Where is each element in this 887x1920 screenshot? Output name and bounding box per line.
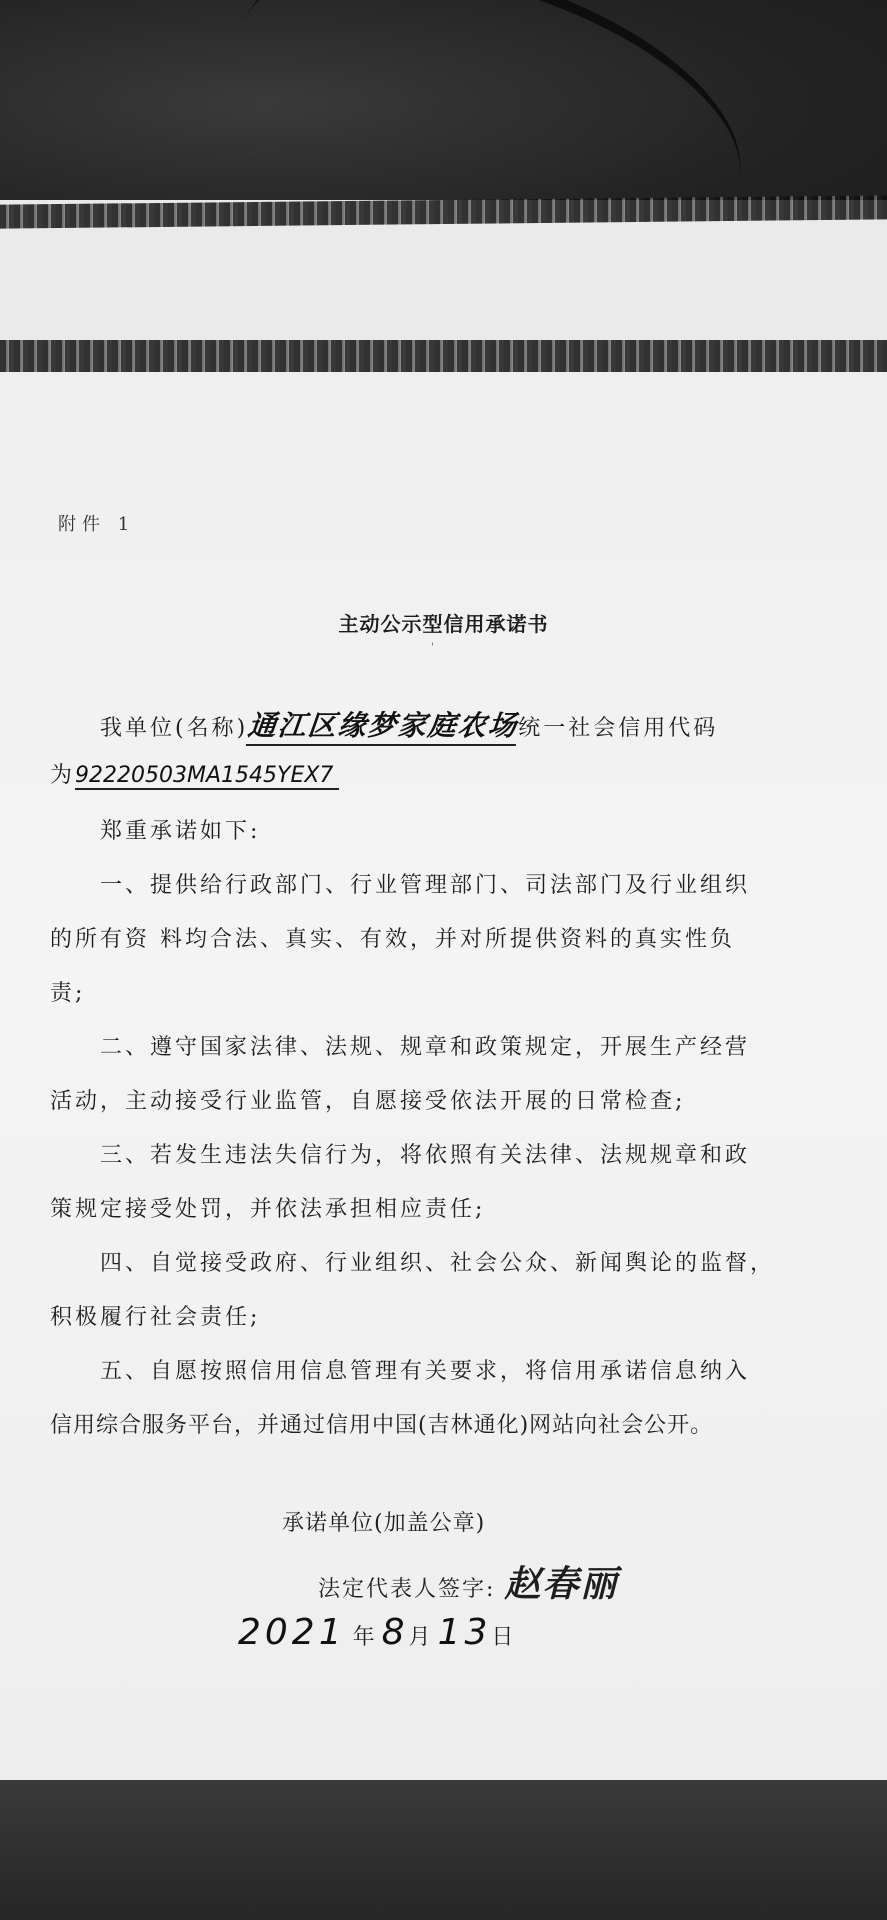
date-month-char: 月 <box>408 1625 431 1650</box>
company-name-handwritten: 通江区缘梦家庭农场 <box>246 704 520 746</box>
credit-code-line <box>50 758 339 790</box>
pledge-intro: 郑重承诺如下: <box>100 819 261 844</box>
paper-stack-edge-bottom <box>0 340 887 376</box>
item-2-line-2: 活动，主动接受行业监管，自愿接受依法开展的日常检查; <box>50 1089 686 1114</box>
item-5-line-1: 五、自愿按照信用信息管理有关要求，将信用承诺信息纳入 <box>100 1359 751 1384</box>
item-3-line-2: 策规定接受处罚，并依法承担相应责任; <box>50 1197 486 1222</box>
unit-name-suffix: 统一社会信用代码 <box>518 716 719 741</box>
item-1-line-3: 责; <box>50 981 86 1006</box>
legal-rep-signature: 赵春丽 <box>504 1564 619 1605</box>
pledge-unit-label: 承诺单位(加盖公章) <box>282 1511 486 1536</box>
item-1-line-1: 一、提供给行政部门、行业管理部门、司法部门及行业组织 <box>100 873 751 898</box>
document-title: 主动公示型信用承诺书 <box>338 612 549 636</box>
credit-code-handwritten: 92220503MA1545YEX7 <box>75 763 339 790</box>
mark: ' <box>431 642 434 653</box>
unit-name-line <box>100 704 718 746</box>
date-month: 8 <box>381 1612 409 1653</box>
item-4-line-2: 积极履行社会责任; <box>50 1305 261 1330</box>
legal-rep-line <box>318 1556 618 1607</box>
background-desk-bottom <box>0 1780 887 1920</box>
item-1-line-2: 的所有资 料均合法、真实、有效，并对所提供资料的真实性负 <box>50 927 735 952</box>
date-day-char: 日 <box>491 1625 514 1650</box>
item-3-line-1: 三、若发生违法失信行为，将依照有关法律、法规规章和政 <box>100 1143 751 1168</box>
date-day: 13 <box>437 1612 492 1653</box>
credit-code-prefix: 为 <box>50 763 76 788</box>
date-line <box>238 1612 513 1653</box>
attachment-label: 附件 1 <box>58 514 136 535</box>
item-5-line-2: 信用综合服务平台，并通过信用中国(吉林通化)网站向社会公开。 <box>50 1413 714 1438</box>
item-2-line-1: 二、遵守国家法律、法规、规章和政策规定，开展生产经营 <box>100 1035 751 1060</box>
date-year: 2021 <box>238 1612 346 1653</box>
item-4-line-1: 四、自觉接受政府、行业组织、社会公众、新闻舆论的监督， <box>100 1251 776 1276</box>
unit-name-prefix: 我单位(名称) <box>100 716 249 741</box>
legal-rep-label: 法定代表人签字: <box>318 1577 496 1602</box>
date-year-char: 年 <box>352 1625 375 1650</box>
